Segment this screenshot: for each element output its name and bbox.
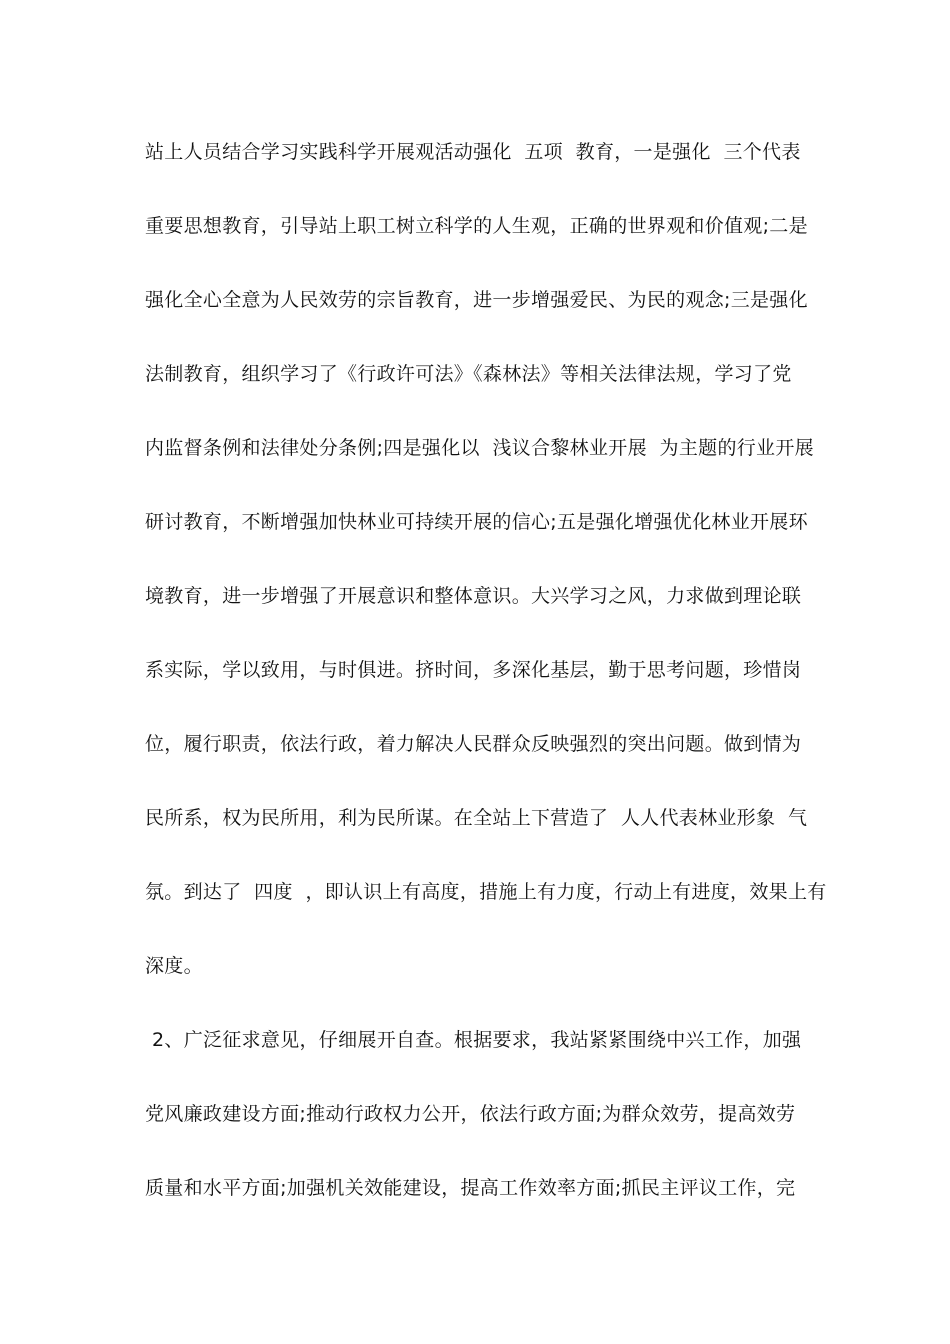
text-line: 深度。 <box>145 955 203 977</box>
text-line: 内监督条例和法律处分条例;四是强化以 浅议合黎林业开展 为主题的行业开展 <box>145 437 814 459</box>
text-line: 民所系，权为民所用，利为民所谋。在全站上下营造了 人人代表林业形象 气 <box>145 807 808 829</box>
text-line: 境教育，进一步增强了开展意识和整体意识。大兴学习之风，力求做到理论联 <box>145 585 802 607</box>
text-line: 质量和水平方面;加强机关效能建设，提高工作效率方面;抓民主评议工作，完 <box>145 1177 796 1199</box>
text-line: 系实际，学以致用，与时俱进。挤时间，多深化基层，勤于思考问题，珍惜岗 <box>145 659 802 681</box>
text-line: 重要思想教育，引导站上职工树立科学的人生观，正确的世界观和价值观;二是 <box>145 215 808 237</box>
text-line: 站上人员结合学习实践科学开展观活动强化 五项 教育，一是强化 三个代表 <box>145 141 801 163</box>
text-line: 2、广泛征求意见，仔细展开自查。根据要求，我站紧紧围绕中兴工作，加强 <box>152 1029 802 1051</box>
text-line: 法制教育，组织学习了《行政许可法》《森林法》等相关法律法规，学习了党 <box>145 363 792 385</box>
text-line: 党风廉政建设方面;推动行政权力公开，依法行政方面;为群众效劳，提高效劳 <box>145 1103 796 1125</box>
text-line: 强化全心全意为人民效劳的宗旨教育，进一步增强爱民、为民的观念;三是强化 <box>145 289 808 311</box>
text-line: 位，履行职责，依法行政，着力解决人民群众反映强烈的突出问题。做到情为 <box>145 733 802 755</box>
text-line: 研讨教育，不断增强加快林业可持续开展的信心;五是强化增强优化林业开展环 <box>145 511 808 533</box>
text-line: 氛。到达了 四度 ，即认识上有高度，措施上有力度，行动上有进度，效果上有 <box>145 881 827 903</box>
